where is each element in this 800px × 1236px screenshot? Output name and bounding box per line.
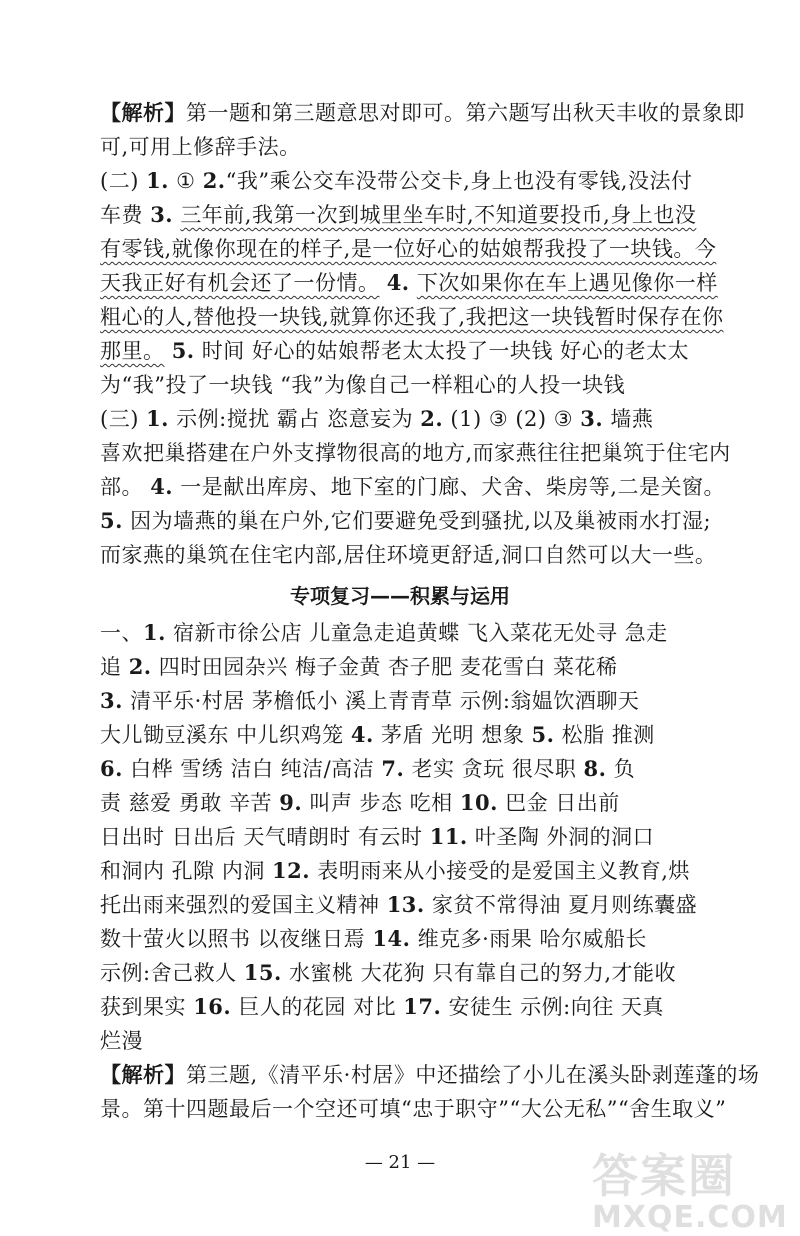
- answer-label: 6.: [100, 756, 123, 781]
- answer-label: 14.: [372, 926, 411, 951]
- answer-label: 【解析】: [100, 1062, 186, 1087]
- text-line: [100, 538, 717, 572]
- watermark-url: MXQE.COM: [592, 1200, 788, 1235]
- answer-label: 11.: [429, 824, 468, 849]
- answer-text: 可,可用上修辞手法。: [100, 135, 301, 159]
- underlined-answer: 那里。: [100, 339, 165, 363]
- answer-section-top: [100, 96, 745, 572]
- page-number: — 21 —: [364, 1152, 436, 1173]
- answer-text: 示例:舍己救人: [100, 961, 244, 985]
- text-line: [100, 164, 700, 198]
- underlined-answer: 有零钱,就像你现在的样子,是一位好心的姑娘帮我投了一块钱。今: [100, 237, 717, 261]
- answer-text: 大儿锄豆溪东 中儿织鸡笼: [100, 723, 351, 747]
- watermark-text: 答案圈: [592, 1149, 736, 1203]
- answer-text: 表明雨来从小接受的是爱国主义教育,烘: [310, 859, 690, 883]
- text-line: [100, 402, 700, 436]
- text-line: [100, 854, 700, 888]
- text-line: [100, 888, 700, 922]
- answer-text: 清平乐·村居 茅檐低小 溪上青青草 示例:翁媪饮酒聊天: [122, 689, 640, 713]
- answer-text: 第一题和第三题意思对即可。第六题写出秋天丰收的景象即: [186, 101, 745, 125]
- answer-text: 托出雨来强烈的爱国主义精神: [100, 893, 387, 917]
- answer-page: [100, 96, 760, 1126]
- answer-label: 8.: [583, 756, 607, 781]
- answer-text: 因为墙燕的巢在户外,它们要避免受到骚扰,以及巢被雨水打湿;: [122, 509, 712, 533]
- answer-label: 5.: [100, 508, 123, 533]
- answer-text: 巴金 日出前: [497, 791, 620, 815]
- answer-text: 数十萤火以照书 以夜继日焉: [100, 927, 373, 951]
- text-line: [100, 990, 700, 1024]
- answer-label: 1.: [146, 168, 169, 193]
- underlined-answer: 天我正好有机会还了一份情。: [100, 271, 380, 295]
- answer-label: 16.: [193, 994, 232, 1019]
- text-line: [100, 300, 724, 334]
- answer-label: 15.: [243, 960, 282, 985]
- answer-label: 12.: [272, 858, 311, 883]
- answer-label: 4.: [150, 474, 174, 499]
- answer-label: 1.: [143, 620, 166, 645]
- answer-text: 宿新市徐公店 儿童急走追黄蝶 飞入菜花无处寻 急走: [165, 621, 668, 645]
- text-line: [100, 616, 700, 650]
- answer-label: 3.: [150, 202, 174, 227]
- answer-text: 示例:搅扰 霸占 恣意妄为: [169, 407, 421, 431]
- text-line: [100, 820, 700, 854]
- answer-text: 第三题,《清平乐·村居》中还描绘了小儿在溪头卧剥莲蓬的场: [186, 1063, 760, 1087]
- answer-text: 而家燕的巢筑在住宅内部,居住环境更舒适,洞口自然可以大一些。: [100, 543, 717, 567]
- answer-text: 叫声 步态 吃相: [302, 791, 460, 815]
- text-line: [100, 266, 718, 300]
- answer-text: 一是献出库房、地下室的门廊、犬舍、柴房等,二是关窗。: [173, 475, 725, 499]
- answer-text: [165, 339, 172, 363]
- answer-text: 墙燕: [603, 407, 654, 431]
- text-line: [100, 650, 700, 684]
- text-line: [100, 232, 717, 266]
- answer-label: 4.: [350, 722, 374, 747]
- answer-text: 家贫不常得油 夏月则练囊盛: [424, 893, 698, 917]
- text-line: [100, 334, 700, 368]
- text-line: [100, 130, 700, 164]
- answer-text: (二): [100, 169, 147, 193]
- answer-text: 松脂 推测: [554, 723, 655, 747]
- text-line: [100, 1092, 727, 1126]
- answer-text: ①: [169, 169, 203, 193]
- answer-section-accumulation: [100, 616, 760, 1126]
- answer-label: 3.: [580, 406, 604, 431]
- answer-text: [380, 271, 387, 295]
- text-line: [100, 684, 700, 718]
- answer-label: 【解析】: [100, 100, 186, 125]
- answer-label: 3.: [100, 688, 123, 713]
- answer-label: 17.: [403, 994, 442, 1019]
- text-line: [100, 1024, 700, 1058]
- answer-text: 茅盾 光明 想象: [373, 723, 532, 747]
- answer-text: 车费: [100, 203, 151, 227]
- text-line: [100, 96, 745, 130]
- answer-text: 日出时 日出后 天气晴朗时 有云时: [100, 825, 430, 849]
- answer-text: 巨人的花园 对比: [231, 995, 404, 1019]
- answer-text: 四时田园杂兴 梅子金黄 杏子肥 麦花雪白 菜花稀: [151, 655, 618, 679]
- answer-label: 10.: [459, 790, 498, 815]
- answer-text: 为“我”投了一块钱 “我”为像自己一样粗心的人投一块钱: [100, 373, 626, 397]
- text-line: [100, 922, 700, 956]
- answer-text: [410, 271, 417, 295]
- answer-label: 2.: [420, 406, 444, 431]
- answer-label: 2.: [202, 168, 226, 193]
- answer-label: 2.: [128, 654, 152, 679]
- answer-text: 获到果实: [100, 995, 194, 1019]
- text-line: [100, 198, 700, 232]
- answer-text: “我”乘公交车没带公交卡,身上也没有零钱,没法付: [225, 169, 693, 193]
- text-line: [100, 752, 700, 786]
- section-heading: 专项复习——积累与运用: [290, 584, 510, 608]
- answer-text: 负: [606, 757, 636, 781]
- answer-text: 烂漫: [100, 1029, 143, 1053]
- text-line: [100, 504, 712, 538]
- answer-text: (三): [100, 407, 147, 431]
- underlined-answer: 三年前,我第一次到城里坐车时,不知道要投币,身上也没: [180, 203, 697, 227]
- answer-label: 9.: [279, 790, 303, 815]
- answer-text: 一、: [100, 621, 143, 645]
- answer-label: 5.: [171, 338, 195, 363]
- text-line: [100, 436, 731, 470]
- answer-text: 景。第十四题最后一个空还可填“忠于职守”“大公无私”“舍生取义”: [100, 1097, 727, 1121]
- answer-label: 4.: [386, 270, 410, 295]
- underlined-answer: 粗心的人,替他投一块钱,就算你还我了,我把这一块钱暂时保存在你: [100, 305, 724, 329]
- text-line: [100, 368, 700, 402]
- answer-text: 喜欢把巢搭建在户外支撑物很高的地方,而家燕往往把巢筑于住宅内: [100, 441, 731, 465]
- answer-text: (1) ③ (2) ③: [443, 407, 581, 431]
- text-line: [100, 718, 700, 752]
- text-line: [100, 786, 700, 820]
- answer-label: 13.: [386, 892, 425, 917]
- answer-text: 和洞内 孔隙 内洞: [100, 859, 273, 883]
- answer-text: 水蜜桃 大花狗 只有靠自己的努力,才能收: [281, 961, 676, 985]
- answer-text: 叶圣陶 外洞的洞口: [467, 825, 655, 849]
- text-line: [100, 956, 700, 990]
- text-line: [100, 1058, 760, 1092]
- answer-label: 7.: [381, 756, 405, 781]
- watermark-logo: [592, 1140, 788, 1235]
- answer-text: 责 慈爱 勇敢 辛苦: [100, 791, 280, 815]
- answer-text: 部。: [100, 475, 151, 499]
- answer-label: 1.: [146, 406, 169, 431]
- answer-text: 时间 好心的姑娘帮老太太投了一块钱 好心的老太太: [194, 339, 690, 363]
- answer-text: 追: [100, 655, 129, 679]
- text-line: [100, 470, 725, 504]
- answer-text: 老实 贪玩 很尽职: [404, 757, 584, 781]
- answer-label: 5.: [531, 722, 555, 747]
- answer-text: 安徒生 示例:向往 天真: [441, 995, 664, 1019]
- answer-text: 维克多·雨果 哈尔威船长: [410, 927, 647, 951]
- underlined-answer: 下次如果你在车上遇见像你一样: [416, 271, 718, 295]
- answer-text: 白桦 雪绣 洁白 纯洁/高洁: [122, 757, 382, 781]
